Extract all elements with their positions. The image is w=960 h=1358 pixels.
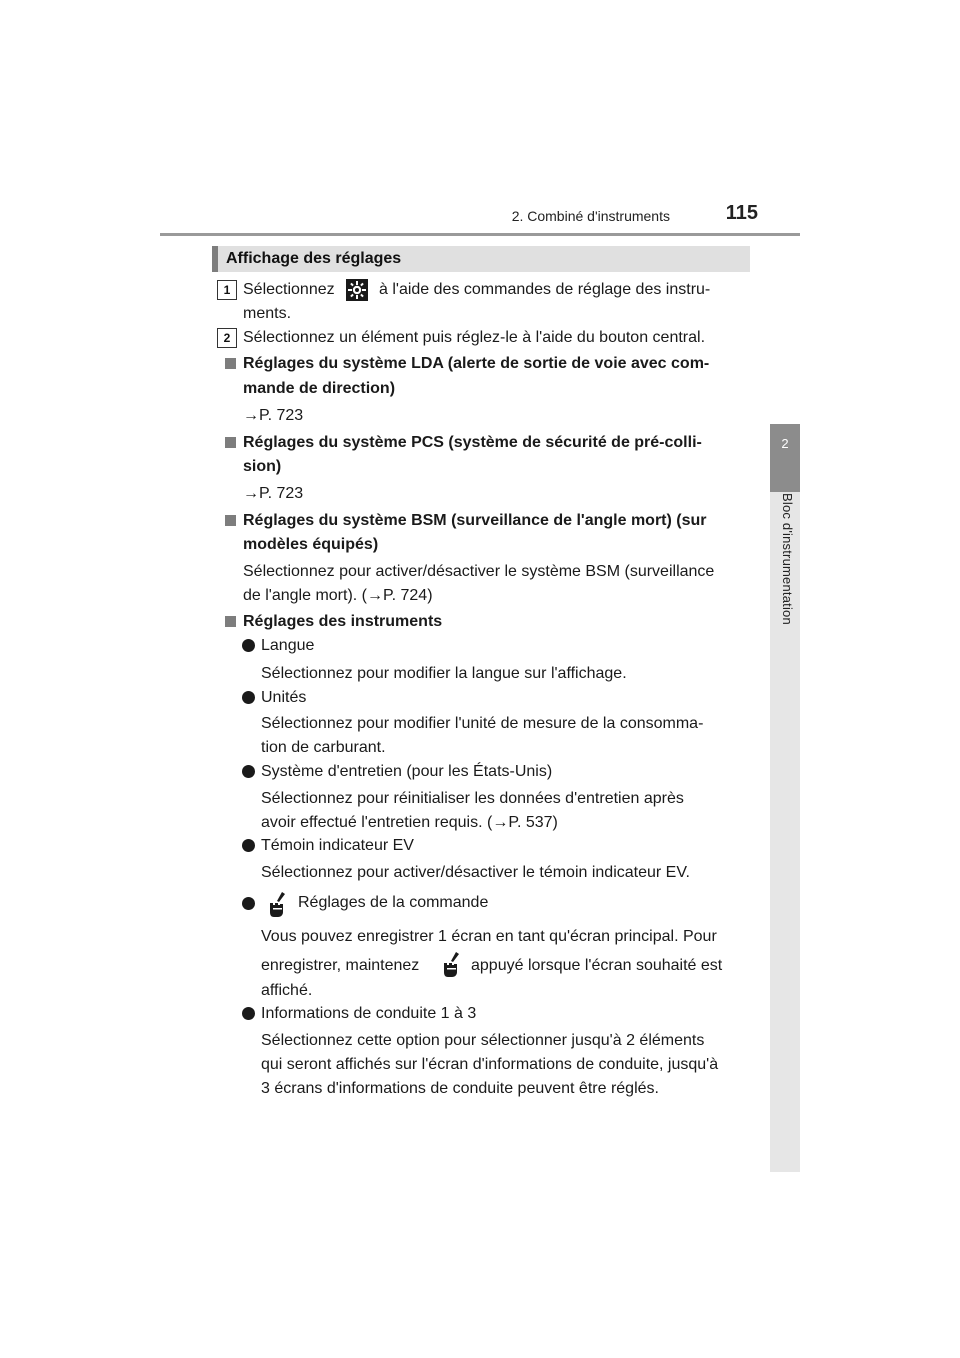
hand-pointer-icon (266, 891, 288, 917)
page-number: 115 (725, 202, 758, 224)
subsection-bsm-body-line1: Sélectionnez pour activer/désactiver le système BSM (surveillance (243, 563, 715, 580)
bullet-dot (242, 897, 255, 910)
chapter-tab (770, 424, 800, 492)
bullet-dot (242, 839, 255, 852)
subsection-marker (225, 515, 236, 526)
item-unites-desc-line2: tion de carburant. (261, 739, 386, 756)
item-ev-label: Témoin indicateur EV (261, 837, 414, 854)
subsection-bsm-body-line2: de l'angle mort). (→P. 724) (243, 587, 433, 604)
item-entretien-desc-line1: Sélectionnez pour réinitialiser les données d'entretien après (261, 790, 684, 807)
subsection-bsm-title-line2: modèles équipés) (243, 536, 379, 553)
bullet-dot (242, 765, 255, 778)
subsection-instruments-title: Réglages des instruments (243, 613, 443, 630)
step-number-1: 1 (217, 280, 237, 300)
subsection-pcs-title-line1: Réglages du système PCS (système de sécurité de pré-colli- (243, 434, 702, 451)
subsection-lda-ref: →P. 723 (243, 407, 304, 424)
chapter-tab-label: Bloc d'instrumentation (780, 493, 795, 625)
item-unites-label: Unités (261, 689, 307, 706)
item-commande-desc-line3: affiché. (261, 982, 313, 999)
item-commande-desc-line1: Vous pouvez enregistrer 1 écran en tant qu'écran principal. Pour (261, 928, 717, 945)
chapter-tab-number: 2 (781, 436, 789, 451)
step-1-text-line1: à l'aide des commandes de réglage des instru- (379, 281, 711, 298)
page-header (160, 200, 800, 236)
item-commande-desc-line2-end: appuyé lorsque l'écran souhaité est (471, 957, 723, 974)
bullet-dot (242, 1007, 255, 1020)
section-title: Affichage des réglages (226, 250, 402, 267)
subsection-marker (225, 616, 236, 627)
hand-pointer-icon (440, 951, 462, 977)
item-langue-desc: Sélectionnez pour modifier la langue sur l'affichage. (261, 665, 627, 682)
item-entretien-label: Système d'entretien (pour les États-Unis) (261, 763, 553, 780)
item-commande-label: Réglages de la commande (298, 894, 489, 911)
item-conduite-desc-line3: 3 écrans d'informations de conduite peuvent être réglés. (261, 1080, 659, 1097)
subsection-lda-title-line2: mande de direction) (243, 380, 396, 397)
header-rule (160, 233, 800, 236)
item-conduite-desc-line2: qui seront affichés sur l'écran d'informations de conduite, jusqu'à (261, 1056, 719, 1073)
subsection-marker (225, 437, 236, 448)
subsection-lda-title-line1: Réglages du système LDA (alerte de sortie de voie avec com- (243, 355, 710, 372)
bullet-dot (242, 691, 255, 704)
bullet-dot (242, 639, 255, 652)
step-1-text-start: Sélectionnez (243, 281, 335, 298)
subsection-pcs-title-line2: sion) (243, 458, 282, 475)
item-langue-label: Langue (261, 637, 315, 654)
item-conduite-desc-line1: Sélectionnez cette option pour sélectionner jusqu'à 2 éléments (261, 1032, 705, 1049)
item-conduite-label: Informations de conduite 1 à 3 (261, 1005, 477, 1022)
step-1-text-line2: ments. (243, 305, 292, 322)
item-commande-desc-line2-start: enregistrer, maintenez (261, 957, 420, 974)
chapter-title: 2. Combiné d'instruments (511, 208, 670, 224)
step-number-2: 2 (217, 328, 237, 348)
gear-icon (346, 279, 368, 301)
item-unites-desc-line1: Sélectionnez pour modifier l'unité de mesure de la consomma- (261, 715, 704, 732)
item-entretien-desc-line2: avoir effectué l'entretien requis. (→P. 537) (261, 814, 558, 831)
subsection-pcs-ref: →P. 723 (243, 485, 304, 502)
step-2-text: Sélectionnez un élément puis réglez-le à l'aide du bouton central. (243, 329, 706, 346)
section-heading (212, 246, 750, 272)
item-ev-desc: Sélectionnez pour activer/désactiver le témoin indicateur EV. (261, 864, 690, 881)
subsection-marker (225, 358, 236, 369)
subsection-bsm-title-line1: Réglages du système BSM (surveillance de l'angle mort) (sur (243, 512, 707, 529)
